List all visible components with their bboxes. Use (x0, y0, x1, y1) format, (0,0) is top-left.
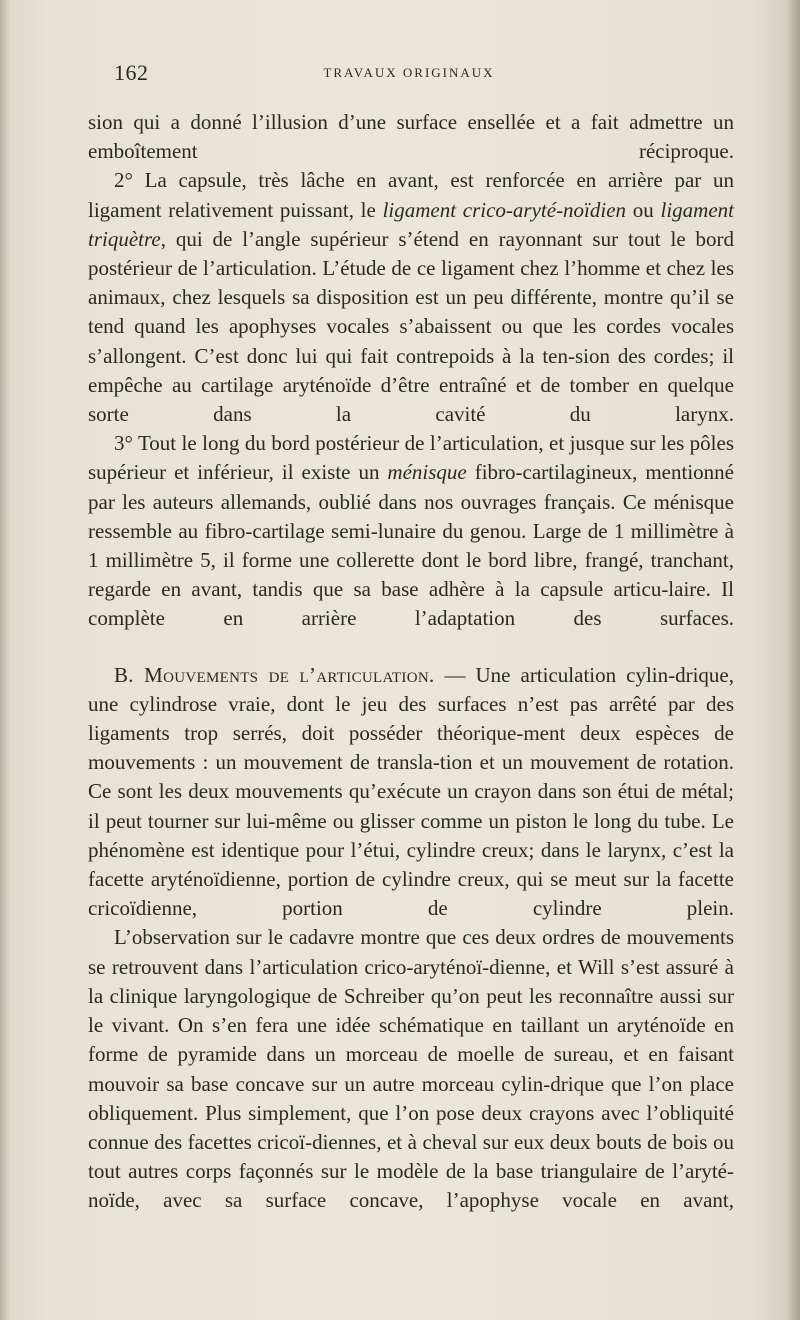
page-number: 162 (114, 60, 149, 85)
section-gap (88, 634, 734, 661)
page-right-shadow (786, 0, 800, 1320)
section-heading: B. Mouvements de l’articulation. (114, 662, 435, 687)
paragraph-2-text-c: , qui de l’angle supérieur s’étend en rayonnant sur tout le bord postérieur de l’articulation. L’étude de ce ligament chez l’homme et chez les animaux, chez lesquels sa disposition est un peu différente, montre qu’il se tend quand les apophyses vocales s’abaissent ou que les cordes vocales s’allongent. C’est donc lui qui fait contrepoids à la ten-sion des cordes; il empêche au cartilage aryténoïde d’être entraîné et de tomber en quelque sorte dans la cavité du larynx. (88, 226, 734, 427)
term-menisque: ménisque (387, 460, 467, 485)
term-ligament-triquetre: ligament triquètre (88, 197, 735, 251)
paragraph-3-text-a: 3° Tout le long du bord postérieur de l’articulation, et jusque sur les pôles supérieur et inférieur, il existe un (88, 431, 734, 485)
paragraph-2-text-b: ou (626, 197, 661, 222)
paragraph-3-text-b: fibro-cartilagineux, mentionné par les auteurs allemands, oublié dans nos ouvrages français. Ce ménisque ressemble au fibro-cartilage semi-lunaire du genou. Large de 1 millimètre à 1 millimètre 5, il forme une collerette dont le bord libre, frangé, tranchant, regarde en avant, tandis que sa base adhère à la capsule articu-laire. Il complète en arrière l’adaptation des surfaces. (88, 460, 734, 631)
page-left-shadow (0, 0, 10, 1320)
paragraph-3 (88, 429, 734, 633)
running-head: TRAVAUX ORIGINAUX (323, 65, 495, 80)
paragraph-4 (88, 661, 734, 924)
paragraph-5 (88, 923, 734, 1215)
paragraph-4-text: — Une articulation cylin-drique, une cylindrose vraie, dont le jeu des surfaces n’est pas arrêté par des ligaments trop serrés, doit posséder théorique-ment deux espèces de mouvements : un mouvement de transla-tion et un mouvement de rotation. Ce sont les deux mouvements qu’exécute un crayon dans son étui de métal; il peut tourner sur lui-même ou glisser comme un piston le long du tube. Le phénomène est identique pour l’étui, cylindre creux; dans le larynx, c’est la facette aryténoïdienne, portion de cylindre creux, qui se meut sur la facette cricoïdienne, portion de cylindre plein. (88, 662, 735, 921)
paragraph-2 (88, 166, 734, 429)
body-text (88, 108, 734, 1216)
page-header (114, 60, 704, 90)
term-ligament-crico-arytenoidien: ligament crico-aryté-noïdien (382, 197, 627, 222)
paragraph-1 (88, 108, 734, 166)
paragraph-2-text-a: 2° La capsule, très lâche en avant, est renforcée en arrière par un ligament relativement puissant, le (88, 168, 734, 222)
paragraph-1-text: sion qui a donné l’illusion d’une surface ensellée et a fait admettre un emboîtement réciproque. (88, 110, 734, 164)
paragraph-5-text: L’observation sur le cadavre montre que ces deux ordres de mouvements se retrouvent dans l’articulation crico-aryténoï-dienne, et Will s’est assuré à la clinique laryngologique de Schreiber qu’on peut les reconnaître aussi sur le vivant. On s’en fera une idée schématique en taillant un aryténoïde en forme de pyramide dans un morceau de moelle de sureau, et en faisant mouvoir sa base concave sur un autre morceau cylin-drique que l’on place obliquement. Plus simplement, que l’on pose deux crayons avec l’obliquité connue des facettes cricoï-diennes, et à cheval sur eux deux bouts de bois ou tout autres corps façonnés sur le modèle de la base triangulaire de l’aryté-noïde, avec sa surface concave, l’apophyse vocale en avant, (88, 925, 734, 1213)
